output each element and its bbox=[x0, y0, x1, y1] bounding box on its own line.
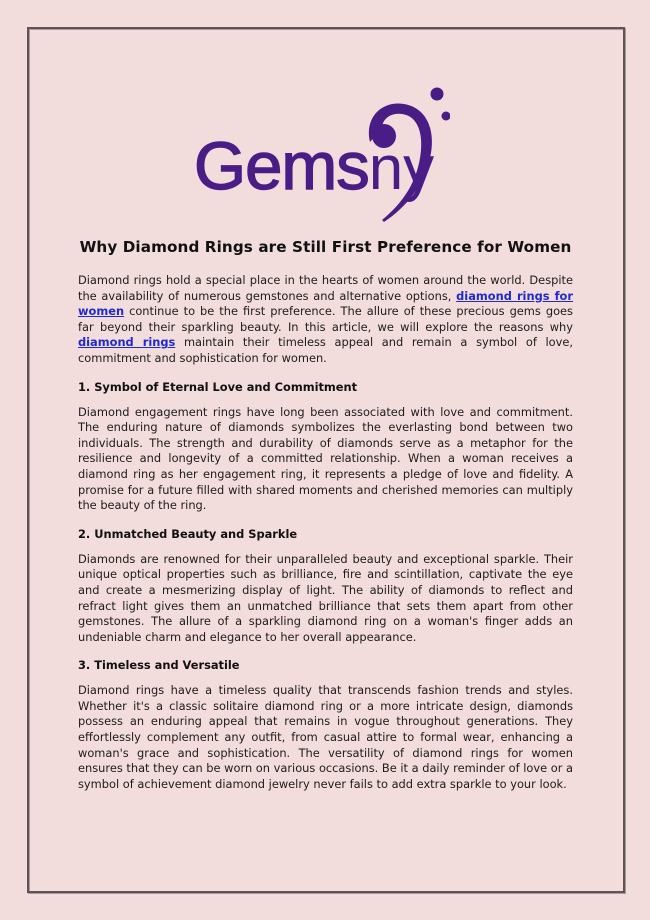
section-heading-timeless-versatile: 3. Timeless and Versatile bbox=[78, 658, 240, 673]
logo-wordmark-bold: Gems bbox=[194, 129, 369, 204]
section-body-timeless-versatile: Diamond rings have a timeless quality that transcends fashion trends and styles. Whether it's a classic solitaire diamond ring or a more intricate design, diamonds possess an enduring appeal that remains in vogue throughout generations. They effortlessly complement any outfit, from casual attire to formal wear, enhancing a woman's grace and sophistication. The versatility of diamond rings for women ensures that they can be worn on various occasions. Be it a daily reminder of love or a symbol of achievement diamond jewelry never fails to add extra sparkle to your look. bbox=[78, 683, 573, 791]
logo-wordmark bbox=[194, 129, 435, 204]
logo-wordmark-thin: ny bbox=[368, 134, 435, 203]
article bbox=[78, 233, 573, 804]
intro-paragraph bbox=[78, 273, 573, 367]
intro-text-1: Diamond rings hold a special place in the hearts of women around the world. Despite the availability of numerous gemstones and alternative options, bbox=[78, 273, 573, 303]
section-heading-eternal-love: 1. Symbol of Eternal Love and Commitment bbox=[78, 379, 358, 394]
intro-text-2: continue to be the first preference. The allure of these precious gems goes far beyond their sparkling beauty. In this article, we will explore the reasons why bbox=[78, 304, 573, 334]
gemsny-logo bbox=[192, 70, 452, 225]
article-title: Why Diamond Rings are Still First Preference for Women bbox=[79, 238, 572, 256]
intro-text-3: maintain their timeless appeal and remain a symbol of love, commitment and sophistication for women. bbox=[78, 335, 574, 365]
section-body-beauty-sparkle: Diamonds are renowned for their unparalleled beauty and exceptional sparkle. Their unique optical properties such as brilliance, fire and scintillation, captivate the eye and create a mesmerizing display of light. The ability of diamonds to reflect and refract light gives them an unmatched brilliance that sets them apart from other gemstones. The allure of a sparkling diamond ring on a woman's finger adds an undeniable charm and elegance to her overall appearance. bbox=[78, 551, 573, 644]
section-body-eternal-love: Diamond engagement rings have long been associated with love and commitment. The enduring nature of diamonds symbolizes the everlasting bond between two individuals. The strength and durability of diamonds serve as a metaphor for the resilience and longevity of a committed relationship. When a woman receives a diamond ring as her engagement ring, it represents a pledge of love and fidelity. A promise for a future filled with shared moments and cherished memories can multiply the beauty of the ring. bbox=[78, 404, 573, 513]
section-heading-beauty-sparkle: 2. Unmatched Beauty and Sparkle bbox=[78, 526, 298, 541]
link-diamond-rings[interactable]: diamond rings bbox=[78, 335, 176, 350]
link-diamond-rings-for-women[interactable]: diamond rings for women bbox=[78, 288, 573, 319]
